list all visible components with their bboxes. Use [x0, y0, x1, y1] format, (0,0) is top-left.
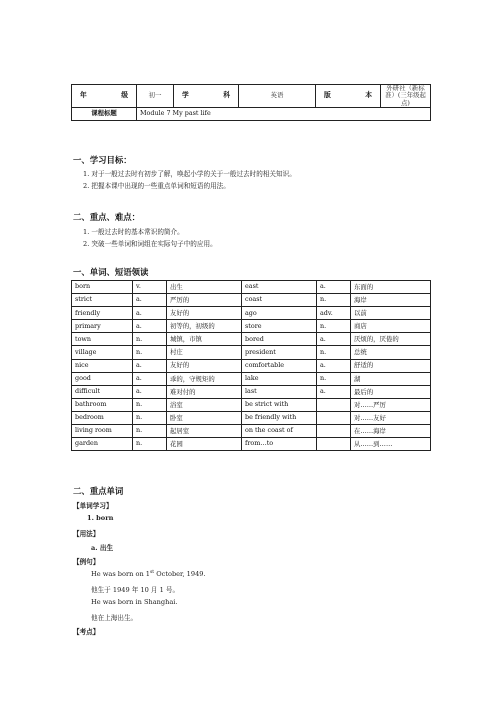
- vocab-cell-word-en-2: lake: [242, 372, 317, 385]
- usage-label: 【用法】: [73, 530, 100, 538]
- vocab-cell-pos: n.: [133, 398, 167, 411]
- vocab-row: [72, 307, 431, 320]
- vocab-cell-meaning-zh-2: 对……严厉: [351, 398, 431, 411]
- vocab-row: [72, 281, 431, 294]
- vocab-cell-meaning-zh: 花园: [167, 438, 242, 451]
- example-label: 【例句】: [73, 558, 100, 566]
- vocab-cell-word-en: friendly: [72, 307, 133, 320]
- vocab-cell-meaning-zh: 严厉的: [167, 294, 242, 307]
- vocab-cell-meaning-zh-2: 从……到……: [351, 438, 431, 451]
- vocab-cell-pos-2: [317, 425, 351, 438]
- vocab-cell-meaning-zh-2: 海岸: [351, 294, 431, 307]
- vocab-cell-word-en-2: east: [242, 281, 317, 294]
- vocab-cell-meaning-zh: 浴室: [167, 398, 242, 411]
- vocab-cell-pos: a.: [133, 307, 167, 320]
- vocab-cell-word-en: primary: [72, 320, 133, 333]
- vocab-cell-meaning-zh-2: 东面的: [351, 281, 431, 294]
- grade-label: 年 级: [72, 85, 137, 108]
- vocab-row: [72, 372, 431, 385]
- vocab-cell-meaning-zh-2: 最后的: [351, 385, 431, 398]
- vocab-cell-meaning-zh: 村庄: [167, 346, 242, 359]
- example-1-zh: 他生于 1949 年 10 月 1 号。: [91, 586, 180, 594]
- course-info-table: [71, 84, 431, 121]
- vocab-row: [72, 398, 431, 411]
- vocab-cell-pos: a.: [133, 294, 167, 307]
- usage-meaning: a. 出生: [91, 544, 114, 552]
- vocab-cell-meaning-zh: 城镇，市镇: [167, 333, 242, 346]
- vocab-cell-pos: n.: [133, 438, 167, 451]
- vocab-cell-pos-2: [317, 398, 351, 411]
- vocab-row: [72, 359, 431, 372]
- vocab-cell-meaning-zh: 起居室: [167, 425, 242, 438]
- section-keywords-title: 二、重点单词: [73, 486, 124, 496]
- vocab-cell-meaning-zh: 初等的，初级的: [167, 320, 242, 333]
- vocab-cell-word-en-2: ago: [242, 307, 317, 320]
- vocab-cell-pos: a.: [133, 385, 167, 398]
- vocab-cell-meaning-zh-2: 以前: [351, 307, 431, 320]
- vocab-cell-word-en-2: president: [242, 346, 317, 359]
- vocab-cell-meaning-zh: 友好的: [167, 307, 242, 320]
- vocab-cell-meaning-zh: 友好的: [167, 359, 242, 372]
- vocab-cell-word-en: town: [72, 333, 133, 346]
- vocab-cell-word-en: difficult: [72, 385, 133, 398]
- vocab-cell-pos: a.: [133, 372, 167, 385]
- vocab-cell-pos: n.: [133, 425, 167, 438]
- vocab-cell-meaning-zh-2: 对……友好: [351, 411, 431, 424]
- vocab-cell-meaning-zh-2: 厌烦的，厌倦的: [351, 333, 431, 346]
- vocab-cell-meaning-zh-2: 湖: [351, 372, 431, 385]
- keypoint-item-2: 2. 突破一些单词和词组在实际句子中的应用。: [83, 240, 217, 248]
- vocab-cell-word-en: garden: [72, 438, 133, 451]
- example-1-en: He was born on 1st October, 1949.: [91, 570, 206, 579]
- vocab-cell-pos-2: n.: [317, 320, 351, 333]
- objective-item-1: 1. 对于一般过去时有初步了解，唤起小学的关于一般过去时的相关知识。: [83, 170, 296, 178]
- vocab-row: [72, 438, 431, 451]
- topic-label: 课程标题: [72, 108, 137, 121]
- vocab-cell-pos-2: adv.: [317, 307, 351, 320]
- vocab-cell-pos-2: a.: [317, 359, 351, 372]
- vocab-cell-pos-2: n.: [317, 294, 351, 307]
- exam-point-label: 【考点】: [73, 628, 100, 636]
- grade-value: 初一: [137, 85, 174, 108]
- vocab-cell-word-en-2: on the coast of: [242, 425, 317, 438]
- vocab-cell-pos: a.: [133, 359, 167, 372]
- topic-value: Module 7 My past life: [137, 108, 431, 121]
- edition-label: 版 本: [316, 85, 381, 108]
- vocab-cell-pos: a.: [133, 320, 167, 333]
- vocab-row: [72, 294, 431, 307]
- vocab-row: [72, 346, 431, 359]
- example-2-zh: 他在上海出生。: [91, 614, 138, 622]
- vocab-cell-word-en: strict: [72, 294, 133, 307]
- section-objectives-title: 一、学习目标：: [73, 155, 132, 165]
- vocab-cell-pos: v.: [133, 281, 167, 294]
- vocabulary-table: [71, 280, 431, 451]
- vocab-cell-meaning-zh-2: 舒适的: [351, 359, 431, 372]
- vocab-cell-meaning-zh: 出生: [167, 281, 242, 294]
- vocab-cell-meaning-zh: 乖的，守规矩的: [167, 372, 242, 385]
- vocab-cell-word-en: bedroom: [72, 411, 133, 424]
- vocab-cell-pos-2: a.: [317, 385, 351, 398]
- vocab-cell-word-en-2: comfortable: [242, 359, 317, 372]
- vocab-cell-pos-2: [317, 438, 351, 451]
- example-2-en: He was born in Shanghai.: [91, 598, 178, 606]
- vocab-row: [72, 425, 431, 438]
- vocab-row: [72, 385, 431, 398]
- vocab-cell-pos: n.: [133, 346, 167, 359]
- vocab-cell-word-en: born: [72, 281, 133, 294]
- vocab-cell-word-en-2: coast: [242, 294, 317, 307]
- edition-value: 外研社（新标准）(三年级起点): [381, 85, 431, 108]
- vocab-cell-pos-2: a.: [317, 333, 351, 346]
- vocab-cell-word-en: nice: [72, 359, 133, 372]
- section-keypoints-title: 二、重点、难点：: [73, 212, 140, 222]
- subject-value: 英语: [239, 85, 316, 108]
- vocab-cell-pos-2: n.: [317, 346, 351, 359]
- vocab-cell-word-en: village: [72, 346, 133, 359]
- vocab-cell-word-en: good: [72, 372, 133, 385]
- vocab-row: [72, 411, 431, 424]
- vocab-cell-pos: n.: [133, 333, 167, 346]
- vocab-cell-word-en-2: store: [242, 320, 317, 333]
- vocab-row: [72, 333, 431, 346]
- vocab-cell-pos-2: n.: [317, 372, 351, 385]
- vocab-cell-meaning-zh-2: 商店: [351, 320, 431, 333]
- vocab-cell-pos-2: a.: [317, 281, 351, 294]
- vocab-cell-meaning-zh: 卧室: [167, 411, 242, 424]
- vocab-cell-meaning-zh: 难对付的: [167, 385, 242, 398]
- vocab-cell-pos: n.: [133, 411, 167, 424]
- vocab-cell-meaning-zh-2: 在……海岸: [351, 425, 431, 438]
- section-vocab-title: 一、单词、短语领读: [73, 267, 149, 277]
- vocab-cell-word-en-2: last: [242, 385, 317, 398]
- vocab-row: [72, 320, 431, 333]
- subject-label: 学 科: [174, 85, 239, 108]
- vocab-cell-word-en: bathroom: [72, 398, 133, 411]
- vocab-cell-word-en-2: bored: [242, 333, 317, 346]
- word-study-label: 【单词学习】: [73, 502, 113, 510]
- word-born: 1. born: [87, 514, 114, 522]
- objective-item-2: 2. 把握本课中出现的一些重点单词和短语的用法。: [83, 182, 230, 190]
- vocab-cell-pos-2: [317, 411, 351, 424]
- vocab-cell-meaning-zh-2: 总统: [351, 346, 431, 359]
- vocab-cell-word-en-2: be friendly with: [242, 411, 317, 424]
- vocab-cell-word-en: living room: [72, 425, 133, 438]
- vocab-cell-word-en-2: from…to: [242, 438, 317, 451]
- keypoint-item-1: 1. 一般过去时的基本常识的简介。: [83, 228, 184, 236]
- vocab-cell-word-en-2: be strict with: [242, 398, 317, 411]
